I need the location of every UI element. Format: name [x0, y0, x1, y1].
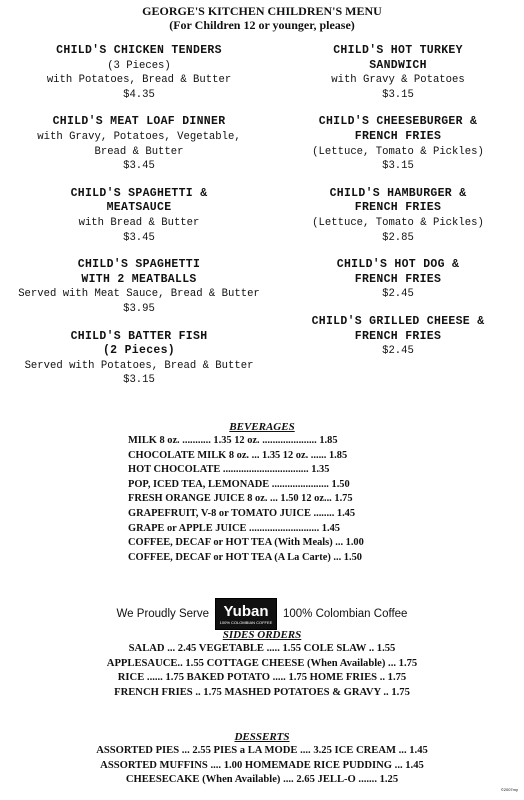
beverage-row: FRESH ORANGE JUICE 8 oz. ... 1.50 12 oz... 1.75 — [128, 493, 353, 505]
menu-item-price: $2.45 — [382, 345, 414, 358]
yuban-logo-text: Yuban — [223, 602, 269, 620]
sides-heading: SIDES ORDERS — [222, 629, 302, 641]
yuban-logo — [215, 598, 277, 630]
menu-item — [276, 44, 520, 102]
side-row: APPLESAUCE.. 1.55 COTTAGE CHEESE (When Available) ... 1.75 — [106, 657, 418, 669]
menu-item — [8, 44, 270, 102]
menu-item-detail: (Lettuce, Tomato & Pickles) — [312, 145, 484, 158]
beverage-row: GRAPE or APPLE JUICE ........................... 1.45 — [128, 522, 340, 534]
menu-item-detail: (3 Pieces) — [107, 59, 171, 72]
menu-item — [8, 258, 270, 316]
beverage-row: HOT CHOCOLATE ................................. 1.35 — [128, 464, 330, 476]
dessert-row: ASSORTED MUFFINS .... 1.00 HOMEMADE RICE PUDDING ... 1.45 — [100, 759, 424, 771]
menu-item-name: CHILD'S HOT TURKEY — [333, 44, 463, 57]
side-row: FRENCH FRIES .. 1.75 MASHED POTATOES & GRAVY .. 1.75 — [114, 686, 410, 698]
beverage-row: COFFEE, DECAF or HOT TEA (A La Carte) ... 1.50 — [128, 551, 362, 563]
menu-item-name: CHILD'S BATTER FISH — [70, 329, 208, 343]
beverage-row: MILK 8 oz. ........... 1.35 12 oz. ..................... 1.85 — [128, 435, 338, 446]
dessert-row: CHEESECAKE (When Available) .... 2.65 JELL-O ....... 1.25 — [125, 774, 399, 786]
sides-list — [0, 642, 524, 700]
beverage-row: CHOCOLATE MILK 8 oz. ... 1.35 12 oz. ...... 1.85 — [128, 449, 348, 461]
menu-item-price: $3.15 — [123, 374, 155, 387]
menu-item — [276, 115, 520, 173]
beverage-row: GRAPEFRUIT, V-8 or TOMATO JUICE ........ 1.45 — [128, 507, 356, 519]
menu-title: GEORGE'S KITCHEN CHILDREN'S MENU — [142, 4, 382, 18]
side-row: RICE ...... 1.75 BAKED POTATO ..... 1.75 HOME FRIES .. 1.75 — [117, 672, 407, 684]
menu-item-price: $4.35 — [123, 88, 155, 101]
menu-item-price: $3.45 — [123, 231, 155, 244]
right-menu-column — [276, 44, 520, 372]
menu-item-price: $2.85 — [382, 231, 414, 244]
menu-item-name: MEATSAUCE — [106, 201, 172, 215]
menu-item-detail: with Bread & Butter — [78, 216, 200, 229]
menu-item-name: CHILD'S GRILLED CHEESE & — [311, 314, 485, 328]
menu-item-price: $3.45 — [123, 160, 155, 173]
desserts-list — [0, 744, 524, 788]
menu-item-price: $3.15 — [382, 160, 414, 173]
menu-item-detail: (Lettuce, Tomato & Pickles) — [312, 216, 484, 229]
menu-header — [0, 4, 524, 32]
menu-item-detail: with Gravy & Potatoes — [331, 74, 465, 87]
menu-item-price: $3.95 — [123, 302, 155, 315]
dessert-row: ASSORTED PIES ... 2.55 PIES a LA MODE .... 3.25 ICE CREAM ... 1.45 — [96, 745, 428, 756]
menu-item-detail: Served with Meat Sauce, Bread & Butter — [18, 288, 260, 301]
side-row: SALAD ... 2.45 VEGETABLE ..... 1.55 COLE SLAW .. 1.55 — [128, 643, 396, 654]
coffee-banner — [0, 598, 524, 630]
footnote: ©2007my — [500, 787, 518, 792]
beverages-list — [128, 434, 398, 565]
menu-item — [276, 315, 520, 359]
sides-section — [0, 628, 524, 700]
menu-item-name: FRENCH FRIES — [354, 201, 442, 215]
menu-item-name: WITH 2 MEATBALLS — [81, 272, 197, 286]
menu-item-detail: with Potatoes, Bread & Butter — [46, 74, 232, 87]
menu-item-detail: Bread & Butter — [94, 145, 184, 158]
menu-item-name: SANDWICH — [369, 58, 427, 72]
menu-item-name: CHILD'S SPAGHETTI — [77, 258, 201, 272]
menu-item-name: (2 Pieces) — [102, 344, 175, 358]
menu-item-name: FRENCH FRIES — [354, 329, 442, 343]
coffee-lead-text: We Proudly Serve — [116, 608, 209, 620]
left-menu-column — [8, 44, 270, 401]
menu-item-name: CHILD'S HOT DOG & — [336, 258, 460, 272]
beverage-row: COFFEE, DECAF or HOT TEA (With Meals) ... 1.00 — [128, 537, 364, 549]
menu-item-detail: with Gravy, Potatoes, Vegetable, — [37, 130, 241, 143]
menu-item-name: CHILD'S HAMBURGER & — [329, 186, 467, 200]
menu-item-name: CHILD'S CHICKEN TENDERS — [56, 44, 222, 57]
menu-item-price: $3.15 — [382, 88, 414, 101]
menu-item — [8, 115, 270, 173]
menu-item-name: FRENCH FRIES — [354, 129, 442, 143]
menu-item — [8, 330, 270, 388]
menu-item-name: FRENCH FRIES — [354, 272, 442, 286]
beverages-heading: BEVERAGES — [229, 421, 295, 433]
desserts-section — [0, 730, 524, 788]
menu-item-name: CHILD'S CHEESEBURGER & — [318, 115, 478, 129]
menu-item-name: CHILD'S MEAT LOAF DINNER — [52, 115, 226, 129]
menu-item — [276, 258, 520, 302]
menu-item — [276, 187, 520, 245]
beverages-heading-wrap — [0, 420, 524, 434]
yuban-logo-tagline: 100% COLOMBIAN COFFEE — [219, 619, 273, 625]
coffee-tail-text: 100% Colombian Coffee — [283, 608, 408, 620]
menu-item-name: CHILD'S SPAGHETTI & — [70, 186, 208, 200]
menu-item-price: $2.45 — [382, 288, 414, 301]
menu-item-detail: Served with Potatoes, Bread & Butter — [24, 359, 254, 372]
desserts-heading: DESSERTS — [234, 731, 290, 743]
menu-item — [8, 187, 270, 245]
beverage-row: POP, ICED TEA, LEMONADE ...................... 1.50 — [128, 478, 350, 490]
menu-subtitle: (For Children 12 or younger, please) — [169, 18, 355, 32]
